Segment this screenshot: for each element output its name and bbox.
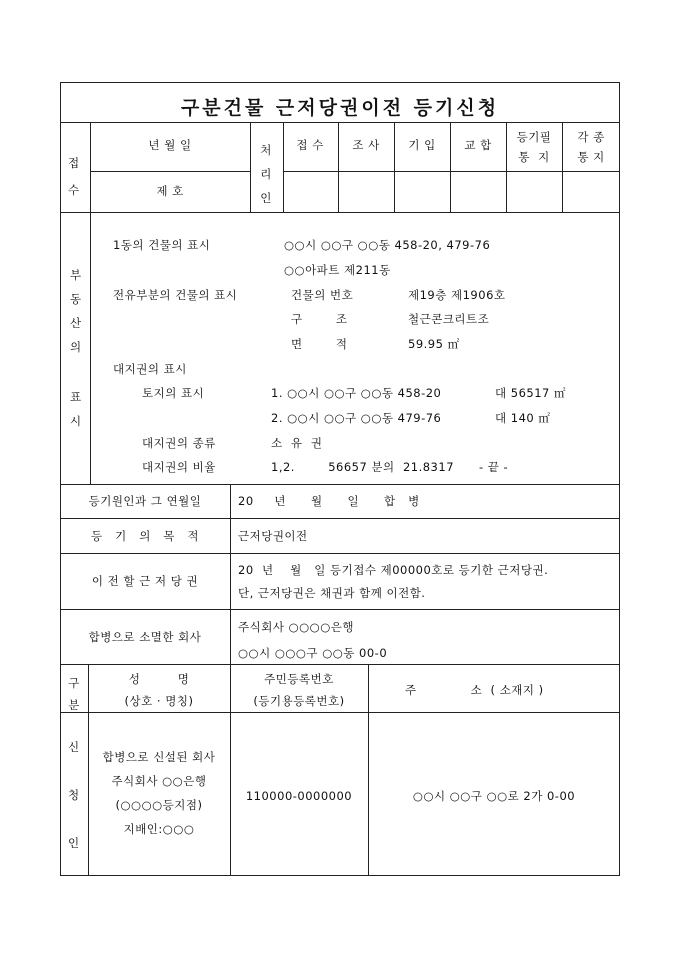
applicant-side-3: 인 (68, 836, 80, 850)
col-josa: 조 사 (352, 138, 380, 152)
divider (283, 122, 284, 212)
divider (60, 609, 620, 610)
applicant-side-2: 청 (68, 788, 80, 802)
divider (60, 553, 620, 554)
transfer-value-1: 20 년 월 일 등기접수 제00000호로 등기한 근저당권. (238, 563, 549, 577)
divider (338, 122, 339, 212)
transfer-value-2: 단, 근저당권은 채권과 함께 이전함. (238, 586, 426, 600)
reg-header-1: 주민등록번호 (264, 672, 334, 686)
jeopsu-label: 접 수 (68, 156, 80, 197)
applicant-name-1: 합병으로 신설된 회사 (102, 750, 216, 764)
divider (90, 122, 91, 212)
unit-label: 전유부분의 건물의 표시 (113, 288, 238, 302)
divider (250, 122, 251, 212)
merged-label: 합병으로 소멸한 회사 (88, 630, 202, 644)
date-label: 년 월 일 (148, 138, 192, 152)
divider (60, 664, 620, 665)
property-side-4: 의 (70, 340, 82, 354)
processor-label: 처 리 인 (260, 143, 272, 205)
purpose-value: 근저당권이전 (238, 529, 308, 543)
purpose-label: 등 기 의 목 적 (91, 529, 199, 543)
divider (368, 664, 369, 876)
land-1-area: 대 56517 ㎡ (495, 386, 567, 400)
form-title: 구분건물 근저당권이전 등기신청 (180, 97, 500, 119)
structure: 철근콘크리트조 (408, 312, 490, 326)
divider (88, 664, 89, 876)
divider (230, 484, 231, 664)
col-various-notice: 각 종 통 지 (577, 130, 605, 164)
divider (283, 171, 620, 172)
applicant-reg-no: 110000-0000000 (245, 789, 353, 803)
divider (394, 122, 395, 212)
applicant-name-3: (○○○○등지점) (115, 798, 203, 812)
col-registered-notice: 등기필 통 지 (516, 130, 552, 164)
land-2: 2. ○○시 ○○구 ○○동 479-76 (271, 411, 442, 425)
applicant-side-1: 신 (68, 740, 80, 754)
divider (450, 122, 451, 212)
ratio: 1,2. 56657 분의 21.8317 - 끝 - (271, 460, 509, 474)
number-label: 제 호 (156, 184, 184, 198)
col-jeopsu: 접 수 (296, 138, 324, 152)
reg-header-2: (등기용등록번호) (253, 694, 345, 708)
ratio-label: 대지권의 비율 (142, 460, 216, 474)
divider (230, 664, 231, 876)
merged-value-1: 주식회사 ○○○○은행 (238, 620, 354, 634)
building-address: ○○시 ○○구 ○○동 458-20, 479-76 (284, 238, 491, 252)
divider (60, 484, 620, 485)
divider (562, 122, 563, 212)
divider (90, 171, 250, 172)
transfer-label: 이 전 할 근 저 당 권 (91, 574, 199, 588)
property-side-6: 시 (70, 414, 82, 428)
addr-header: 주 소 ( 소재지 ) (405, 683, 544, 697)
merged-value-2: ○○시 ○○○구 ○○동 00-0 (238, 646, 388, 660)
kind: 소 유 권 (271, 436, 323, 450)
land-label: 토지의 표시 (142, 386, 205, 400)
divider (90, 212, 91, 484)
property-side-1: 부 (70, 268, 82, 282)
unit-no-label: 건물의 번호 (291, 288, 354, 302)
divider (60, 212, 620, 213)
structure-label: 구 조 (291, 312, 348, 326)
property-side-5: 표 (70, 390, 82, 404)
property-side-3: 산 (70, 316, 82, 330)
building-label: 1동의 건물의 표시 (113, 238, 211, 252)
property-side-2: 동 (70, 292, 82, 306)
building-name: ○○아파트 제211동 (284, 263, 391, 277)
applicant-gubun: 구 분 (68, 676, 80, 712)
divider (60, 122, 620, 123)
kind-label: 대지권의 종류 (142, 436, 216, 450)
cause-value: 20 년 월 일 합 병 (238, 494, 420, 508)
cause-label: 등기원인과 그 연월일 (88, 494, 202, 508)
land-2-area: 대 140 ㎡ (495, 411, 551, 425)
applicant-name-2: 주식회사 ○○은행 (111, 774, 207, 788)
applicant-address: ○○시 ○○구 ○○로 2가 0-00 (412, 789, 576, 803)
registration-form (60, 82, 620, 876)
land-1: 1. ○○시 ○○구 ○○동 458-20 (271, 386, 442, 400)
area-label: 면 적 (291, 337, 348, 351)
divider (506, 122, 507, 212)
name-header-2: (상호 · 명칭) (124, 694, 194, 708)
area: 59.95 ㎡ (408, 337, 460, 351)
land-right-label: 대지권의 표시 (113, 362, 187, 376)
col-gyohap: 교 합 (464, 138, 492, 152)
divider (60, 518, 620, 519)
col-giip: 기 입 (408, 138, 436, 152)
name-header-1: 성 명 (128, 672, 190, 686)
applicant-name-4: 지배인:○○○ (123, 822, 195, 836)
unit-no: 제19층 제1906호 (408, 288, 506, 302)
divider (60, 712, 620, 713)
